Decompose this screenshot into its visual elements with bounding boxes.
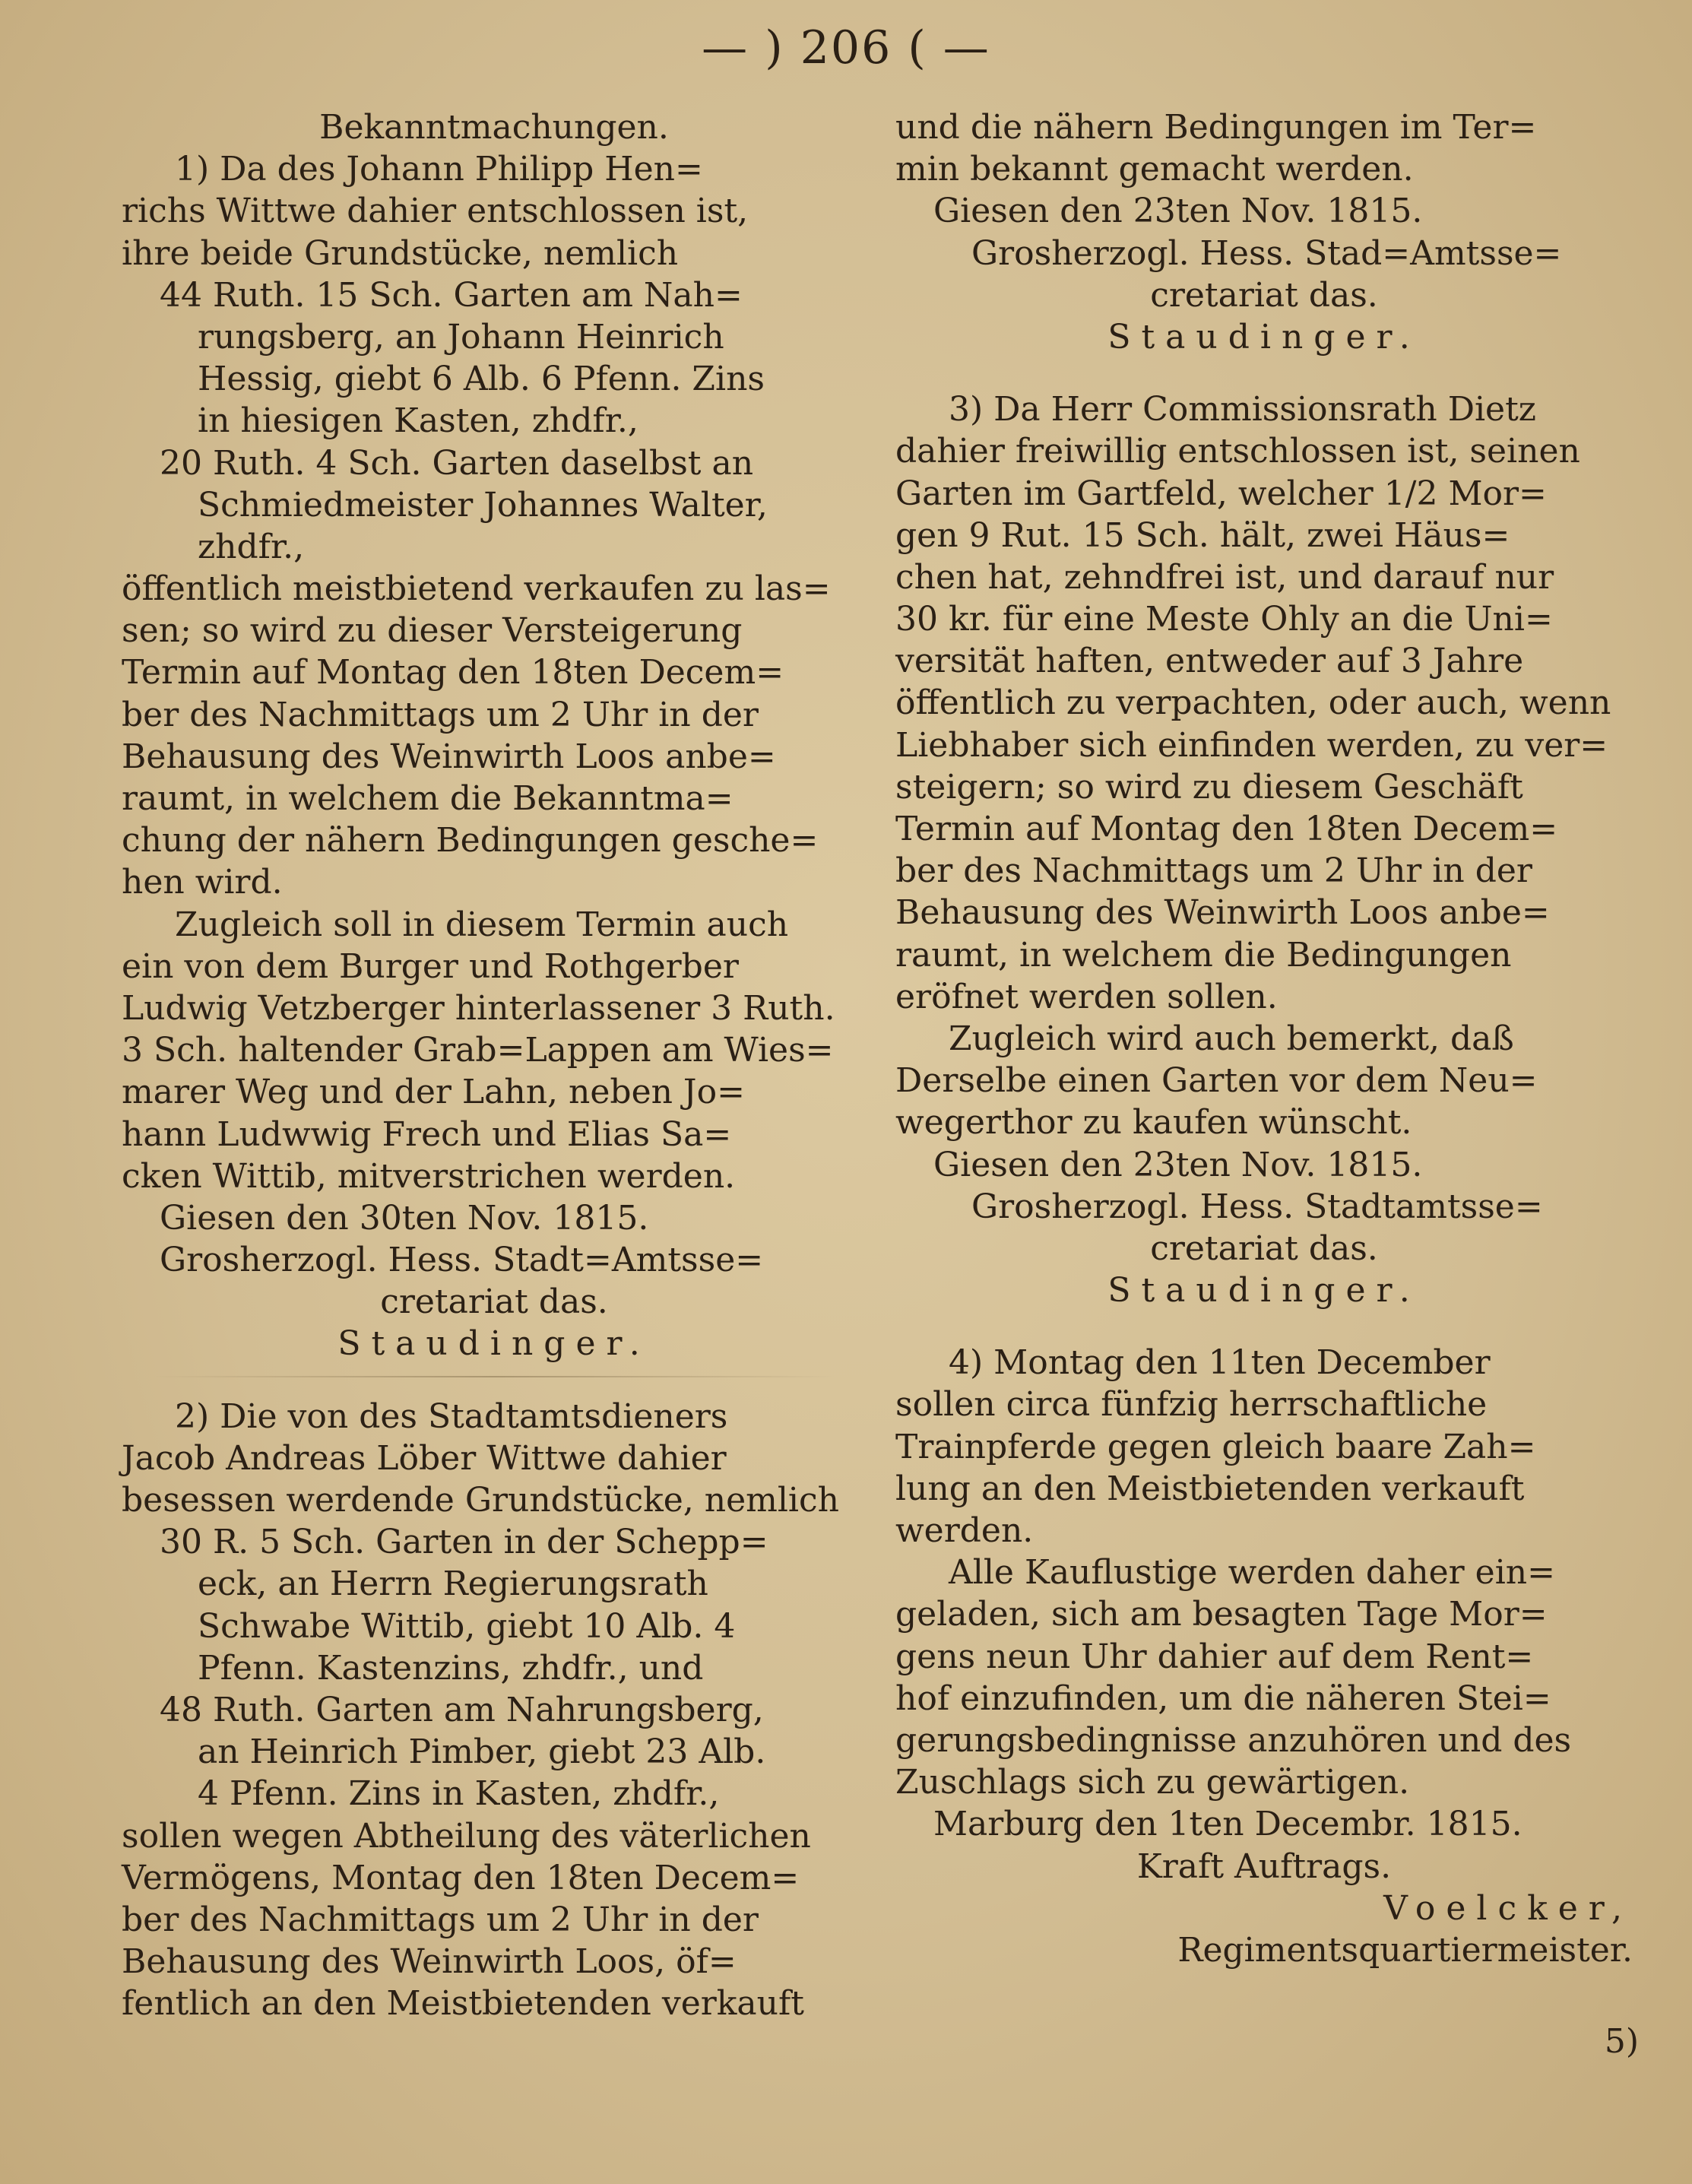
text-line: Zuschlags sich zu gewärtigen.	[895, 1763, 1410, 1802]
text-line: Grosherzogl. Hess. Stad=Amtsse=	[971, 233, 1562, 273]
text-line: öffentlich zu verpachten, oder auch, wenn	[895, 683, 1611, 723]
text-line: Alle Kauflustige werden daher ein=	[949, 1553, 1555, 1593]
text-line: Hessig, giebt 6 Alb. 6 Pfenn. Zins	[198, 360, 765, 399]
text-line: Giesen den 23ten Nov. 1815.	[933, 1145, 1423, 1184]
text-line: ihre beide Grundstücke, nemlich	[122, 233, 679, 273]
left-column	[122, 106, 867, 2024]
text-line: 20 Ruth. 4 Sch. Garten daselbst an	[160, 443, 754, 483]
text-line: Staudinger.	[1107, 1271, 1421, 1311]
text-line: Bekanntmachungen.	[319, 108, 669, 147]
text-line: hof einzufinden, um die näheren Stei=	[895, 1678, 1551, 1718]
text-line: Liebhaber sich einfinden werden, zu ver=	[895, 725, 1608, 765]
text-line: richs Wittwe dahier entschlossen ist,	[122, 192, 749, 231]
text-line: Kraft Auftrags.	[1136, 1846, 1392, 1886]
text-line: Regimentsquartiermeister.	[1177, 1930, 1633, 1970]
text-line: rungsberg, an Johann Heinrich	[198, 317, 724, 357]
text-line: steigern; so wird zu diesem Geschäft	[895, 767, 1523, 807]
text-line: gerungsbedingnisse anzuhören und des	[895, 1720, 1572, 1760]
text-line: versität haften, entweder auf 3 Jahre	[895, 642, 1524, 681]
text-line: Giesen den 23ten Nov. 1815.	[933, 192, 1423, 231]
text-line: 1) Da des Johann Philipp Hen=	[175, 150, 703, 189]
text-line: lung an den Meistbietenden verkauft	[895, 1469, 1525, 1508]
text-line: eck, an Herrn Regierungsrath	[198, 1564, 708, 1604]
text-line: sollen wegen Abtheilung des väterlichen	[122, 1816, 811, 1856]
text-line: gens neun Uhr dahier auf dem Rent=	[895, 1637, 1534, 1676]
text-line: Grosherzogl. Hess. Stadt=Amtsse=	[160, 1241, 764, 1280]
text-line: min bekannt gemacht werden.	[895, 150, 1414, 189]
text-line: 30 R. 5 Sch. Garten in der Schepp=	[160, 1523, 768, 1562]
text-line: cken Wittib, mitverstrichen werden.	[122, 1156, 736, 1196]
text-line: marer Weg und der Lahn, neben Jo=	[122, 1073, 745, 1112]
text-line: zhdfr.,	[198, 527, 305, 566]
catchword: 5)	[1604, 2022, 1639, 2061]
text-line: an Heinrich Pimber, giebt 23 Alb.	[198, 1732, 766, 1772]
text-line: 4 Pfenn. Zins in Kasten, zhdfr.,	[198, 1774, 720, 1814]
text-line	[895, 358, 1633, 388]
text-line: Staudinger.	[337, 1324, 651, 1364]
text-line: ein von dem Burger und Rothgerber	[122, 946, 739, 986]
text-line: Pfenn. Kastenzins, zhdfr., und	[198, 1648, 704, 1688]
text-line: 3) Da Herr Commissionsrath Dietz	[949, 390, 1536, 430]
text-line: Termin auf Montag den 18ten Decem=	[122, 653, 784, 693]
text-line: 4) Montag den 11ten December	[949, 1343, 1491, 1383]
text-line: cretariat das.	[1150, 1228, 1378, 1268]
text-line: 48 Ruth. Garten am Nahrungsberg,	[160, 1690, 764, 1729]
text-line: Derselbe einen Garten vor dem Neu=	[895, 1061, 1538, 1101]
text-line: wegerthor zu kaufen wünscht.	[895, 1103, 1412, 1143]
text-line: 30 kr. für eine Meste Ohly an die Uni=	[895, 600, 1553, 639]
text-line: Marburg den 1ten Decembr. 1815.	[933, 1805, 1522, 1844]
text-line: in hiesigen Kasten, zhdfr.,	[198, 401, 638, 441]
text-line: ber des Nachmittags um 2 Uhr in der	[122, 1900, 759, 1939]
text-line: Voelcker,	[1383, 1888, 1633, 1928]
text-line: werden.	[895, 1511, 1034, 1550]
text-line: hann Ludwwig Frech und Elias Sa=	[122, 1114, 732, 1154]
text-line: Jacob Andreas Löber Wittwe dahier	[122, 1438, 727, 1478]
text-line: Behausung des Weinwirth Loos, öf=	[122, 1942, 737, 1982]
text-line	[895, 1311, 1633, 1342]
text-line: Schmiedmeister Johannes Walter,	[198, 485, 768, 525]
text-line: dahier freiwillig entschlossen ist, seinen	[895, 432, 1580, 471]
right-column	[895, 106, 1633, 1971]
text-line: Staudinger.	[1107, 317, 1421, 357]
text-line: Behausung des Weinwirth Loos anbe=	[895, 893, 1550, 933]
text-line: ber des Nachmittags um 2 Uhr in der	[895, 851, 1532, 891]
text-line: raumt, in welchem die Bekanntma=	[122, 779, 734, 818]
text-line	[152, 1376, 836, 1377]
text-line: Giesen den 30ten Nov. 1815.	[160, 1198, 649, 1238]
page-number-header: — ) 206 ( —	[702, 21, 990, 74]
text-line: sen; so wird zu dieser Versteigerung	[122, 611, 743, 651]
text-line: chung der nähern Bedingungen gesche=	[122, 821, 819, 861]
text-line: Zugleich wird auch bemerkt, daß	[949, 1019, 1514, 1058]
text-line: Schwabe Wittib, giebt 10 Alb. 4	[198, 1606, 736, 1646]
text-line: cretariat das.	[380, 1282, 608, 1322]
text-line: Grosherzogl. Hess. Stadtamtsse=	[971, 1187, 1543, 1226]
text-line: 44 Ruth. 15 Sch. Garten am Nah=	[160, 275, 743, 315]
text-line: eröfnet werden sollen.	[895, 977, 1278, 1016]
text-line: Vermögens, Montag den 18ten Decem=	[122, 1858, 800, 1897]
text-line: raumt, in welchem die Bedingungen	[895, 935, 1512, 975]
text-line: 2) Die von des Stadtamtsdieners	[175, 1396, 728, 1436]
text-line: und die nähern Bedingungen im Ter=	[895, 108, 1537, 147]
text-line: ber des Nachmittags um 2 Uhr in der	[122, 695, 759, 734]
text-line: fentlich an den Meistbietenden verkauft	[122, 1984, 804, 2024]
text-line: Zugleich soll in diesem Termin auch	[175, 905, 789, 944]
text-line: 3 Sch. haltender Grab=Lappen am Wies=	[122, 1031, 834, 1070]
text-line: öffentlich meistbietend verkaufen zu las=	[122, 569, 831, 609]
text-line: chen hat, zehndfrei ist, und darauf nur	[895, 557, 1554, 597]
text-line: Ludwig Vetzberger hinterlassener 3 Ruth.	[122, 988, 835, 1028]
text-line: Behausung des Weinwirth Loos anbe=	[122, 737, 776, 776]
text-line: cretariat das.	[1150, 275, 1378, 315]
text-line: Termin auf Montag den 18ten Decem=	[895, 810, 1558, 848]
text-line: Trainpferde gegen gleich baare Zah=	[895, 1427, 1536, 1466]
text-line: hen wird.	[122, 863, 283, 902]
text-line: besessen werdende Grundstücke, nemlich	[122, 1481, 839, 1520]
text-line: geladen, sich am besagten Tage Mor=	[895, 1595, 1548, 1634]
text-line: gen 9 Rut. 15 Sch. hält, zwei Häus=	[895, 515, 1510, 555]
text-line: Garten im Gartfeld, welcher 1/2 Mor=	[895, 474, 1547, 513]
text-line: sollen circa fünfzig herrschaftliche	[895, 1385, 1488, 1425]
